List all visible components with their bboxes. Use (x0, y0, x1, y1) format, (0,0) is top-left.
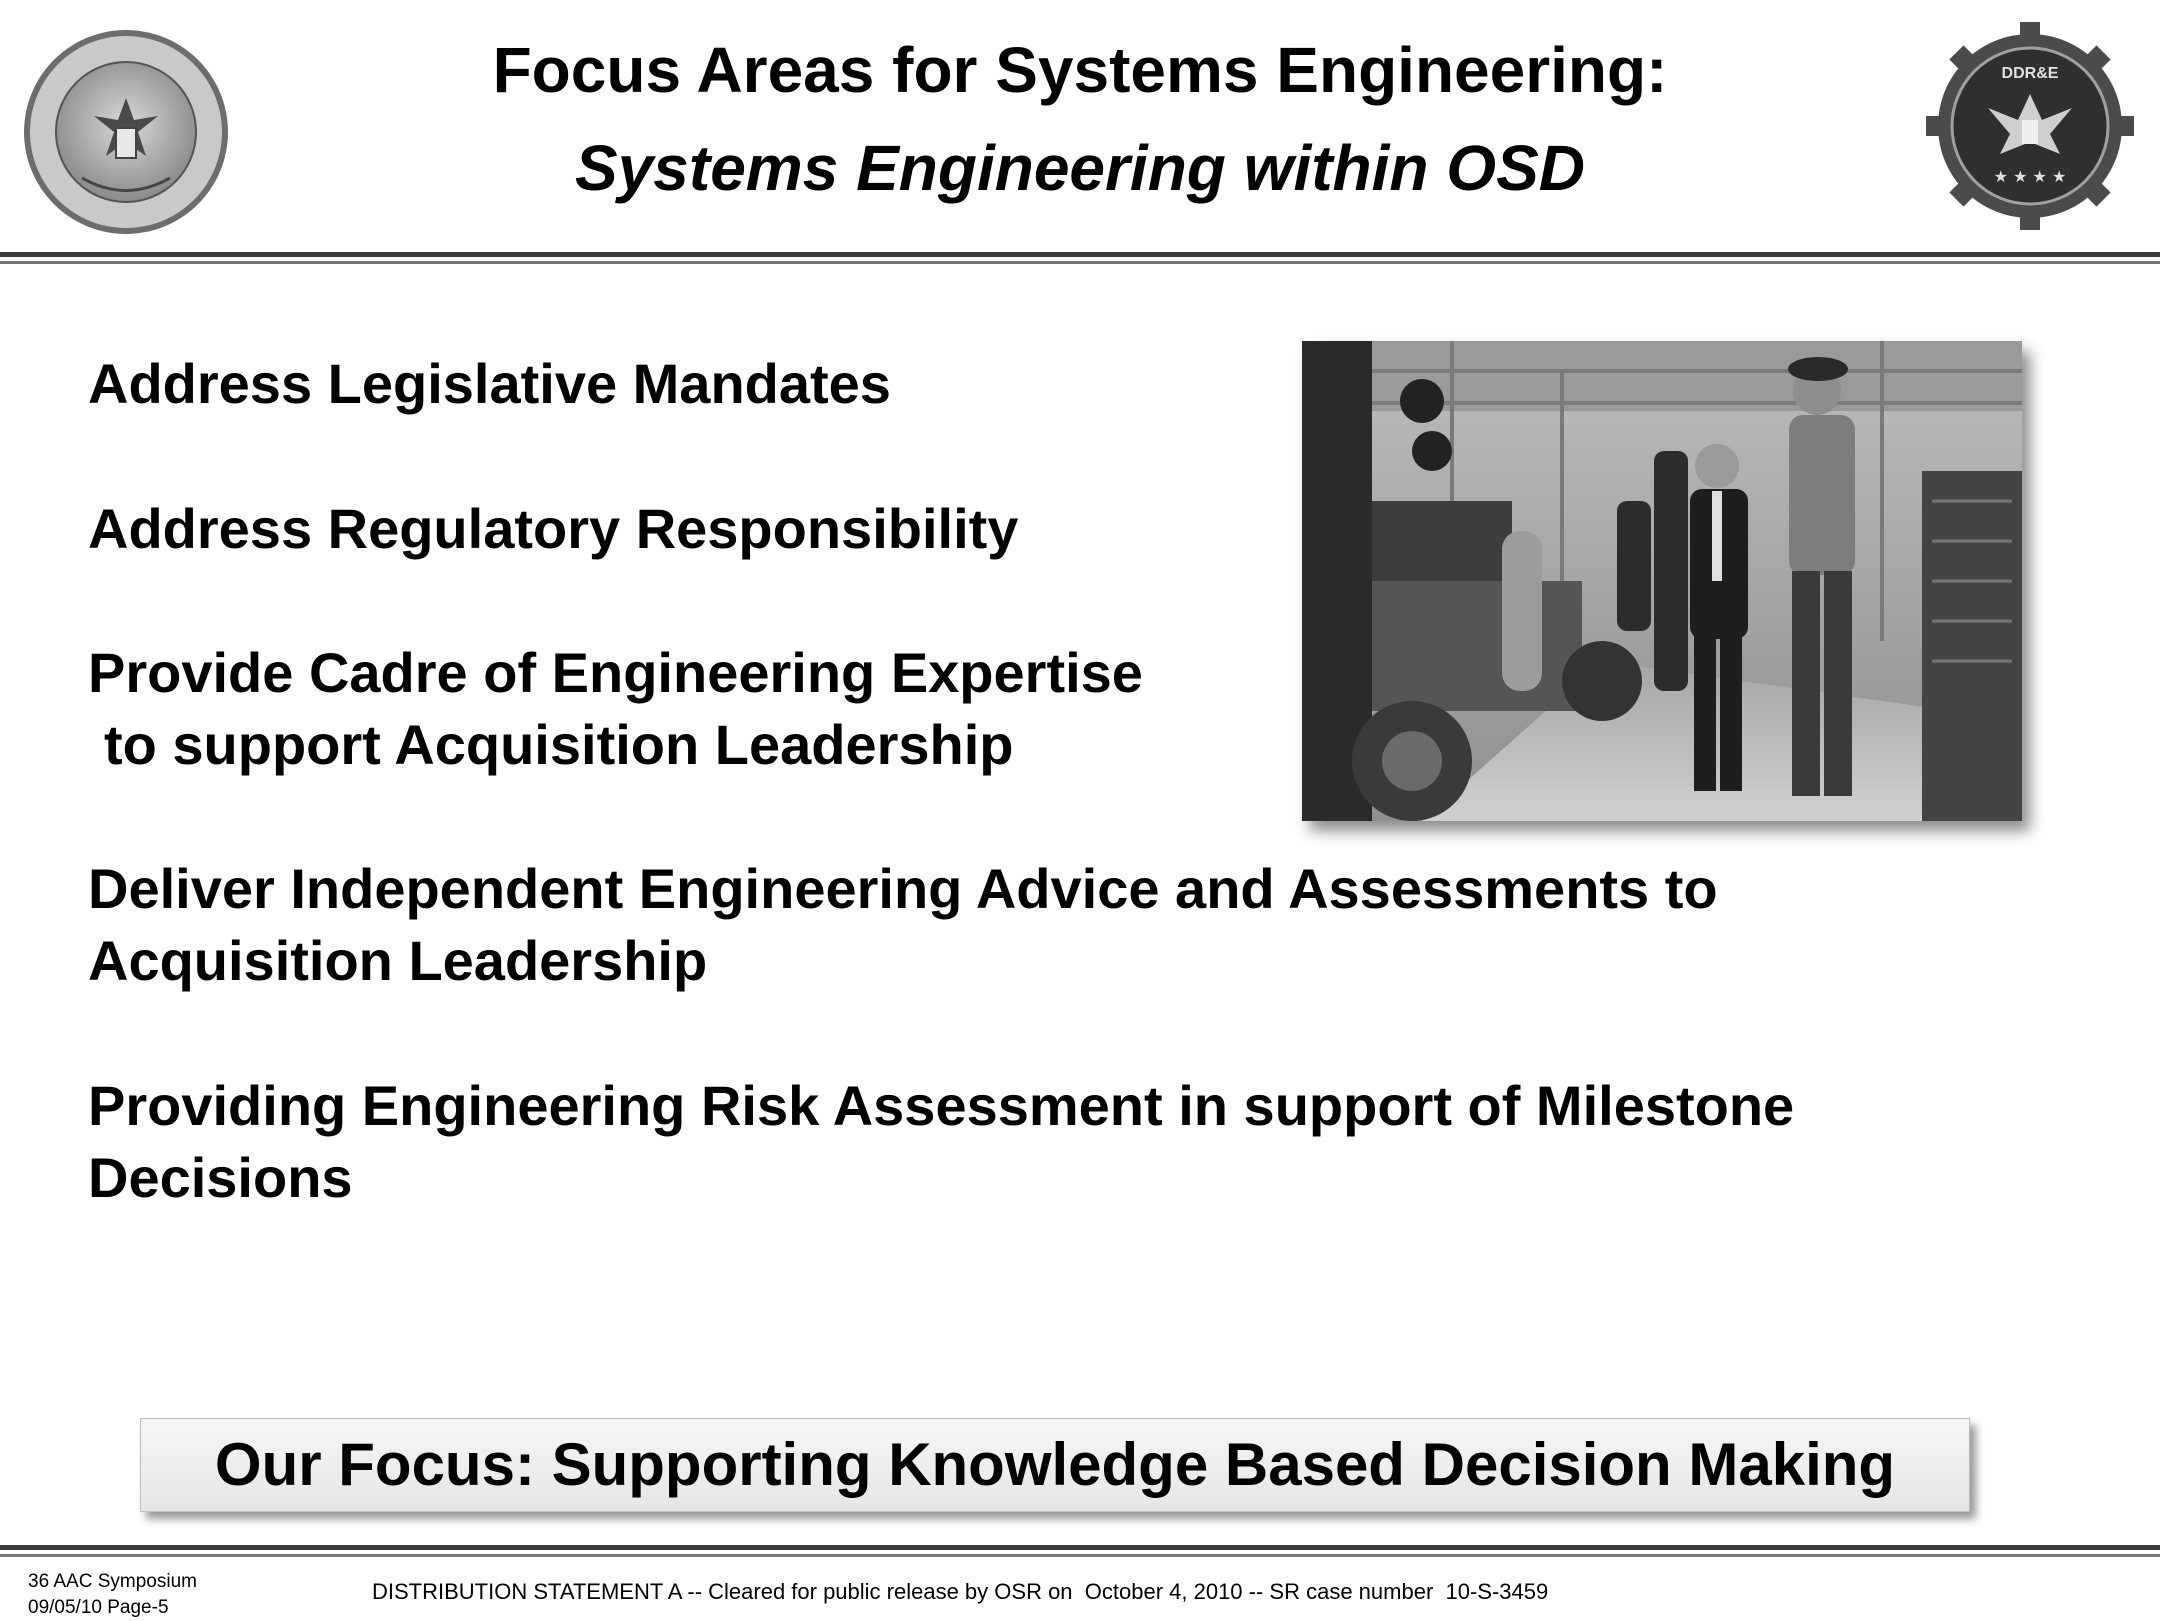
header-divider-thin (0, 261, 2160, 264)
bullet-legislative: Address Legislative Mandates (88, 352, 891, 415)
bullet-risk-line1: Providing Engineering Risk Assessment in support of Milestone (88, 1074, 1795, 1137)
bullet-advice-line1: Deliver Independent Engineering Advice and Assessments to (88, 857, 1718, 920)
page-subtitle: Systems Engineering within OSD (575, 132, 1585, 204)
page-title: Focus Areas for Systems Engineering: (492, 34, 1668, 106)
footer-event-info (28, 1569, 197, 1621)
svg-text:DDR&E: DDR&E (2001, 65, 2059, 82)
header-divider (0, 252, 2160, 257)
focus-banner (140, 1418, 1970, 1512)
bullet-cadre-line1: Provide Cadre of Engineering Expertise (88, 641, 1143, 704)
footer-date-page: 09/05/10 Page-5 (28, 1597, 169, 1618)
factory-photo (1302, 341, 2022, 821)
bullet-cadre-line2: to support Acquisition Leadership (104, 713, 1014, 776)
focus-text: Our Focus: Supporting Knowledge Based Decision Making (214, 1431, 1896, 1498)
bullet-advice-line2: Acquisition Leadership (88, 929, 708, 992)
distribution-statement: DISTRIBUTION STATEMENT A -- Cleared for public release by OSR on October 4, 2010 -- SR case number 10-S-3459 (372, 1579, 1549, 1604)
footer-divider (0, 1545, 2160, 1550)
footer-divider-thin (0, 1554, 2160, 1557)
svg-text:★ ★ ★ ★: ★ ★ ★ ★ (1993, 167, 2067, 186)
footer-event: 36 AAC Symposium (28, 1571, 197, 1592)
bullet-risk-line2: Decisions (88, 1146, 353, 1209)
bullet-regulatory: Address Regulatory Responsibility (88, 497, 1019, 560)
